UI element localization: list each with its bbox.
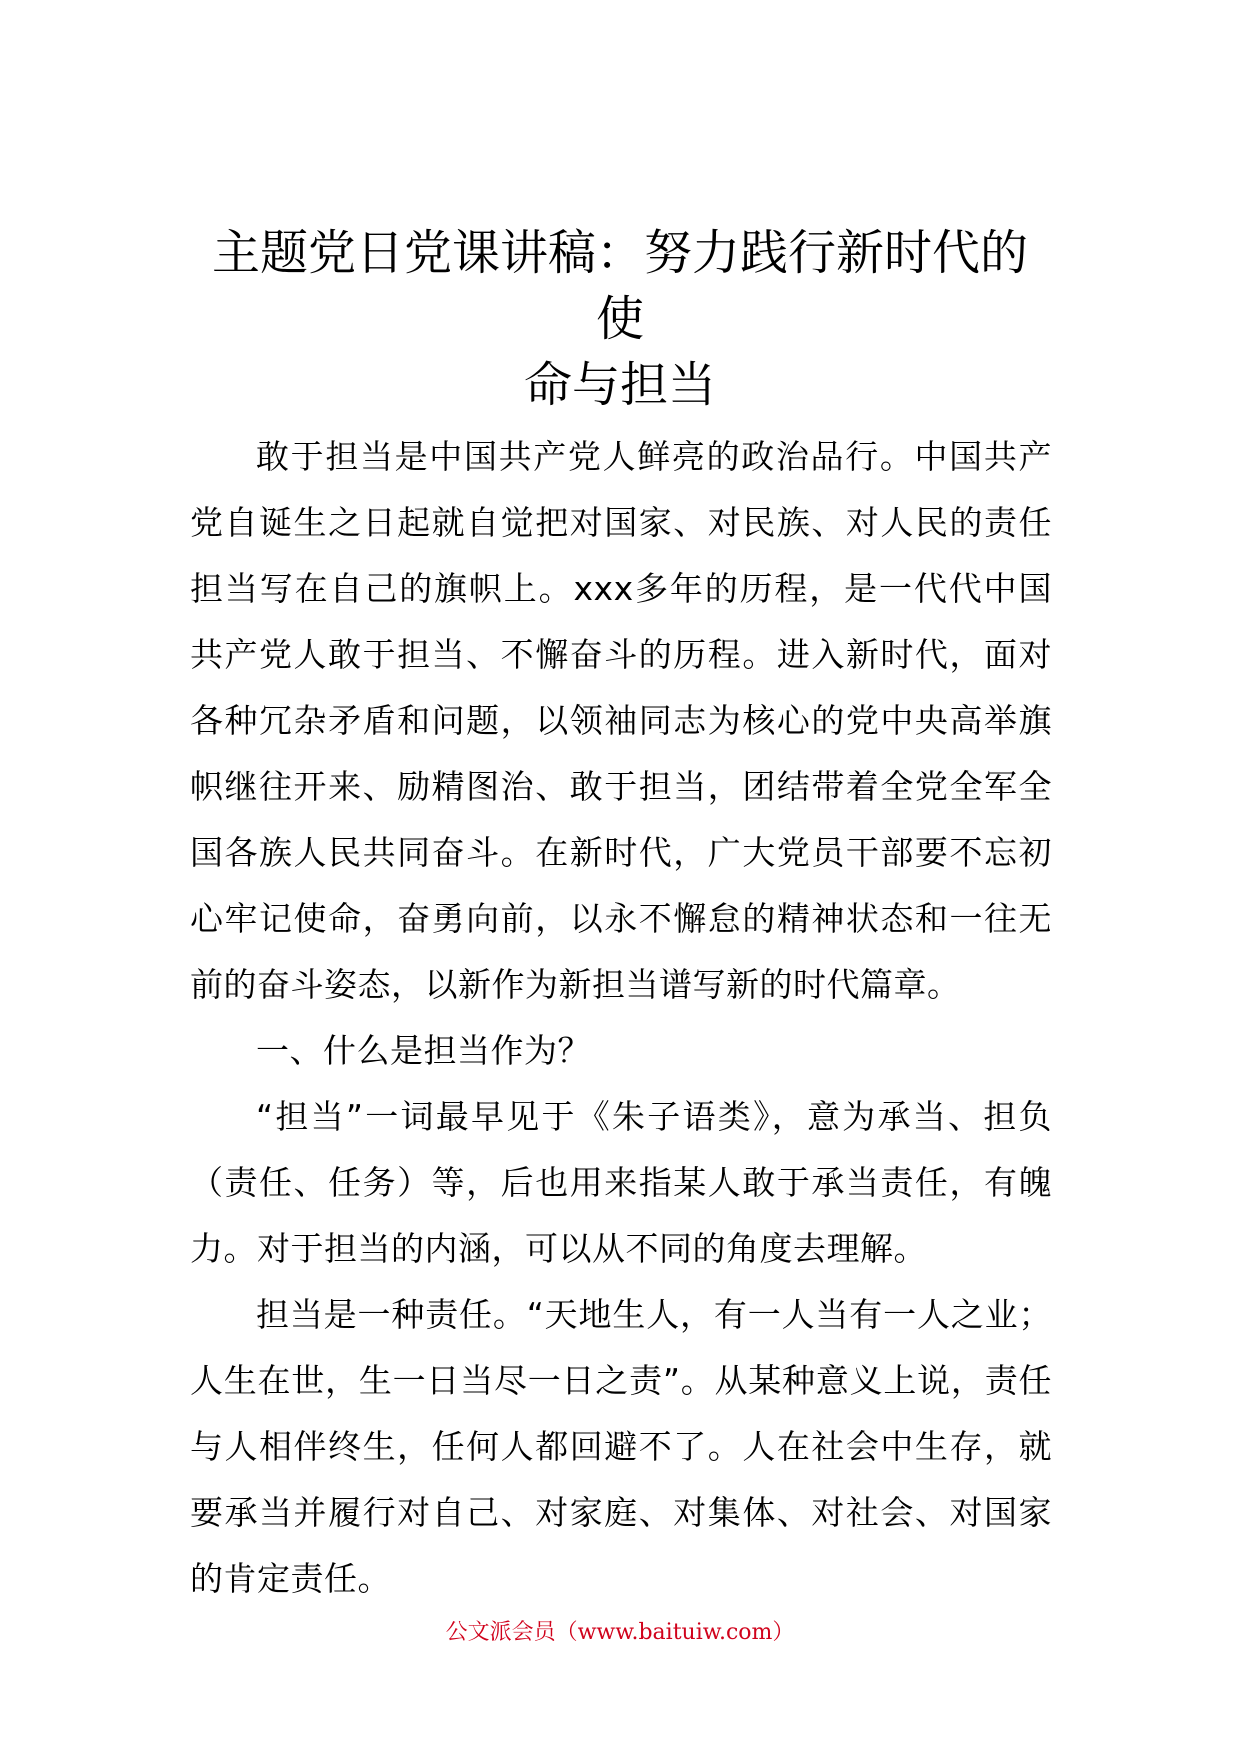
footer-watermark: 公文派会员（www.baituiw.com）	[445, 1620, 795, 1645]
title-line-1: 主题党日党课讲稿：努力践行新时代的使	[211, 225, 1028, 347]
paragraph-responsibility: 担当是一种责任。“天地生人，有一人当有一人之业；人生在世，生一日当尽一日之责”。从某种意义上说，责任与人相伴终生，任何人都回避不了。人在社会中生存，就要承当并履行对自己、对家庭、对集体、对社会、对国家的肯定责任。	[190, 1295, 1052, 1598]
document-body	[190, 424, 1052, 1612]
document-title	[190, 220, 1050, 418]
paragraph-intro: 敢于担当是中国共产党人鲜亮的政治品行。中国共产党自诞生之日起就自觉把对国家、对民族、对人民的责任担当写在自己的旗帜上。xxx多年的历程，是一代代中国共产党人敢于担当、不懈奋斗的历程。进入新时代，面对各种冗杂矛盾和问题，以领袖同志为核心的党中央高举旗帜继往开来、励精图治、敢于担当，团结带着全党全军全国各族人民共同奋斗。在新时代，广大党员干部要不忘初心牢记使命，奋勇向前，以永不懈怠的精神状态和一往无前的奋斗姿态，以新作为新担当谱写新的时代篇章。	[190, 437, 1052, 1004]
section-heading-1: 一、什么是担当作为？	[256, 1031, 591, 1070]
paragraph-definition: “担当”一词最早见于《朱子语类》，意为承当、担负（责任、任务）等，后也用来指某人敢于承当责任，有魄力。对于担当的内涵，可以从不同的角度去理解。	[190, 1097, 1052, 1268]
title-line-2: 命与担当	[523, 357, 716, 413]
